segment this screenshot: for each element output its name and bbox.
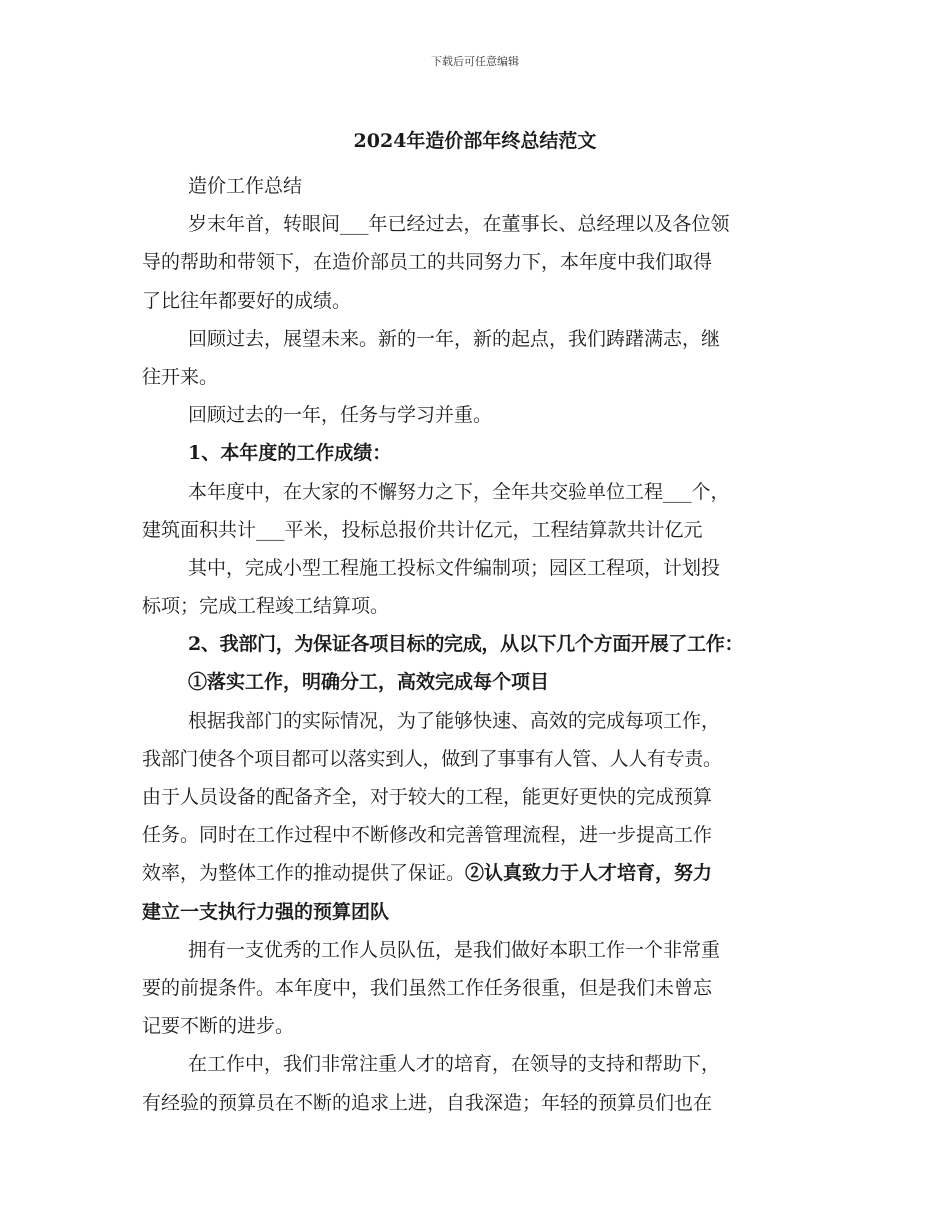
body-line: 建筑面积共计___平米，投标总报价共计亿元，工程结算款共计亿元: [142, 518, 703, 541]
body-line: 根据我部门的实际情况，为了能够快速、高效的完成每项工作，: [188, 709, 721, 732]
body-line: 有经验的预算员在不断的追求上进，自我深造；年轻的预算员们也在: [142, 1091, 713, 1114]
document-title: 2024年造价部年终总结范文: [353, 130, 597, 152]
body-line: 回顾过去的一年，任务与学习并重。: [188, 404, 493, 427]
subsection-heading: 建立一支执行力强的预算团队: [142, 900, 390, 923]
body-line: 任务。同时在工作过程中不断修改和完善管理流程，进一步提高工作: [142, 824, 713, 847]
section-heading: 2、我部门，为保证各项目标的完成，从以下几个方面开展了工作：: [188, 633, 744, 656]
body-line: 我部门使各个项目都可以落实到人，做到了事事有人管、人人有专责。: [142, 747, 722, 770]
body-line: 本年度中，在大家的不懈努力之下，全年共交验单位工程___个，: [188, 480, 730, 503]
body-line: 岁末年首，转眼间___年已经过去，在董事长、总经理以及各位领: [188, 213, 730, 236]
body-line: 标项；完成工程竣工结算项。: [142, 595, 390, 618]
body-line: 拥有一支优秀的工作人员队伍，是我们做好本职工作一个非常重: [188, 938, 721, 961]
document-body: [142, 167, 832, 1122]
body-line: 了比往年都要好的成绩。: [142, 289, 352, 312]
body-line: 其中，完成小型工程施工投标文件编制项；园区工程项，计划投: [188, 556, 721, 579]
body-line: 往开来。: [142, 365, 219, 388]
subsection-heading: ①落实工作，明确分工，高效完成每个项目: [188, 671, 550, 694]
page-header-note: 下载后可任意编辑: [431, 55, 519, 68]
body-line: 记要不断的进步。: [142, 1015, 295, 1038]
body-line: 导的帮助和带领下，在造价部员工的共同努力下，本年度中我们取得: [142, 251, 713, 274]
body-line: 由于人员设备的配备齐全，对于较大的工程，能更好更快的完成预算: [142, 786, 713, 808]
body-line: 回顾过去，展望未来。新的一年，新的起点，我们踌躇满志，继: [188, 327, 721, 350]
subsection-heading-inline: ②认真致力于人才培育，努力: [465, 862, 713, 885]
body-line: 要的前提条件。本年度中，我们虽然工作任务很重，但是我们未曾忘: [142, 976, 713, 999]
section-heading: 1、本年度的工作成绩：: [188, 442, 392, 465]
body-line: 在工作中，我们非常注重人才的培育，在领导的支持和帮助下，: [188, 1053, 721, 1076]
body-line-part: 效率，为整体工作的推动提供了保证。: [142, 862, 466, 885]
body-line-mixed: [142, 854, 832, 892]
body-line: 造价工作总结: [188, 175, 303, 197]
